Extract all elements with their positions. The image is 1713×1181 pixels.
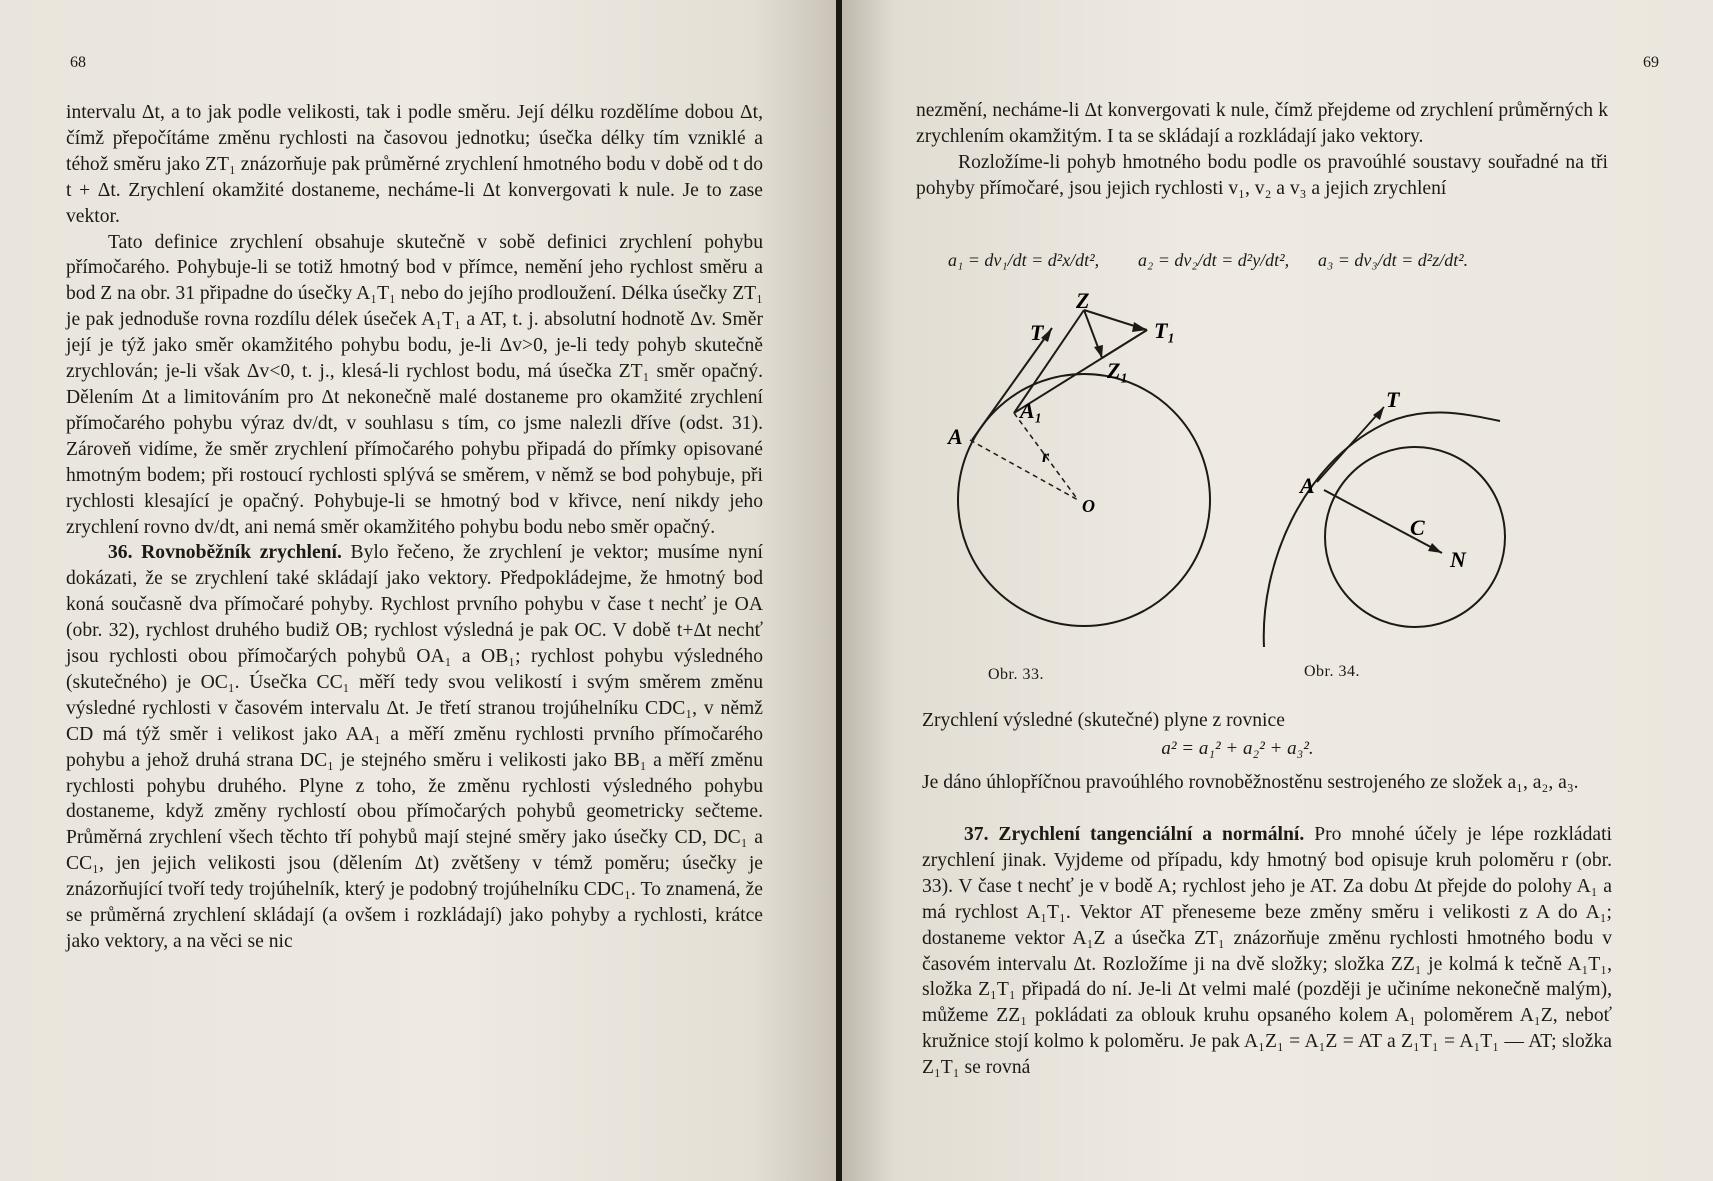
fig33-label-T: T bbox=[1030, 320, 1044, 345]
fig33-label-Z: Z bbox=[1076, 288, 1090, 313]
paragraph-2: Tato definice zrychlení obsahuje skutečně v sobě definici zrychlení pohybu přímočarého. Pohybuje-li se totiž hmotný bod v přímce, nemění jeho rychlost směru a bod Z na obr. 31 připadne do úsečky A₁T₁ nebo do jejího prodloužení. Délka úsečky ZT₁ je pak jednoduše rovna rozdílu délek úseček A₁T₁ a AT, t. j. absolutní hodnotě Δv. Směr její je týž jako směr okamžitého pohybu bodu, je-li Δv>0, je-li tedy pohyb skutečně zrychlován; je-li však Δv<0, t. j., klesá-li rychlost bodu, má úsečka ZT₁ směr opačný. Dělením Δt a limitováním pro Δt nekonečně malé dostaneme pro okamžité zrychlení přímočarého pohybu výraz dv/dt, v souhlasu s tím, co jsme nalezli dříve (odst. 31). Zároveň vidíme, že směr zrychlení přímočarého pohybu připadá do přímky opisované hmotným bodem; při rostoucí rychlosti splývá se směrem, v němž se bod pohybuje, při rychlosti klesající je opačný. Pohybuje-li se hmotný bod v křivce, není nikdy jeho zrychlení rovno dv/dt, ani nemá směr okamžitého pohybu bodu nebo směr opačný. bbox=[66, 231, 763, 538]
figure-34-diagram bbox=[1242, 385, 1512, 670]
figure-34-caption: Obr. 34. bbox=[1304, 663, 1360, 680]
fig34-label-T: T bbox=[1386, 387, 1400, 412]
fig34-label-N: N bbox=[1450, 547, 1466, 572]
fig33-vector-Z1T1 bbox=[1102, 330, 1147, 358]
fig34-tangent bbox=[1317, 407, 1384, 482]
right-page-top-text bbox=[916, 98, 1608, 202]
section-36-heading: 36. Rovnoběžník zrychlení. bbox=[108, 542, 342, 564]
fig33-label-r: r bbox=[1042, 446, 1050, 466]
fig33-radius-A bbox=[970, 440, 1078, 500]
section-37-heading: 37. Zrychlení tangenciální a normální. bbox=[964, 824, 1305, 845]
fig34-label-A: A bbox=[1300, 473, 1315, 498]
section-36-body: Bylo řečeno, že zrychlení je vektor; musíme nyní dokázati, že se zrychlení také skládají jako vektory. Předpokládejme, že hmotný bod koná současně dva přímočaré pohyby. Rychlost prvního pohybu v čase t nechť je OA (obr. 32), rychlost druhého budiž OB; rychlost výsledná je pak OC. V době t+Δt nechť jsou rychlosti obou přímočarých pohybů OA₁ a OB₁; rychlost pohybu výsledného (skutečného) je OC₁. Úsečka CC₁ měří tedy svou velikostí i svým směrem změnu výsledné rychlosti v časovém intervalu Δt. Je třetí stranou trojúhelníku CDC₁, v němž CD má týž směr i velikost jako AA₁ a měří změnu rychlosti prvního přímočarého pohybu a jehož druhá strana DC₁ je stejného směru i velikosti jako BB₁ a měří změnu rychlosti pohybu druhého. Plyne z toho, že změnu rychlosti výsledného pohybu dostaneme, když změny rychlostí obou přímočarých pohybů geometricky sečteme. Průměrná zrychlení všech těchto tří pohybů mají stejné směry jako úsečky CD, DC₁ a CC₁, jen jejich velikosti jsou (dělením Δt) zvětšeny v témž poměru; úsečky je znázorňující tvoří tedy trojúhelník, který je podobný trojúhelníku CDC₁. To znamená, že se průměrná zrychlení skládají (a ovšem i rozkládají) jako pohyby a rychlosti, krátce jako vektory, a na věci se nic bbox=[66, 542, 764, 952]
paragraph-diagonal: Je dáno úhlopříčnou pravoúhlého rovnoběžnostěnu sestrojeného ze složek a₁, a₂, a₃. bbox=[922, 772, 1579, 793]
section-37 bbox=[922, 822, 1612, 1081]
result-line: Zrychlení výsledné (skutečné) plyne z rovnice bbox=[922, 710, 1285, 731]
equation-a3: a₃ = dv₃/dt = d²z/dt². bbox=[1318, 250, 1469, 270]
equation-a1: a₁ = dv₁/dt = d²x/dt², bbox=[948, 250, 1100, 270]
equation-total-acceleration: a² = a₁² + a₂² + a₃². bbox=[1161, 738, 1314, 759]
fig33-label-A1: A₁ bbox=[1020, 398, 1043, 423]
fig33-label-O: O bbox=[1082, 496, 1095, 516]
left-page-text bbox=[66, 100, 763, 955]
right-page bbox=[842, 0, 1713, 1181]
fig33-label-A: A bbox=[948, 424, 963, 449]
figure-33-diagram bbox=[902, 288, 1202, 670]
paragraph-continued: nezmění, necháme-li Δt konvergovati k nule, čímž přejdeme od zrychlení průměrných k zrychlením okamžitým. I ta se skládají a rozkládají jako vektory. bbox=[916, 100, 1608, 147]
paragraph-components: Rozložíme-li pohyb hmotného bodu podle os pravoúhlé soustavy souřadné na tři pohyby přímočaré, jsou jejich rychlosti v₁, v₂ a v₃ a jejich zrychlení bbox=[916, 151, 1608, 199]
left-page bbox=[0, 0, 836, 1181]
section-37-body: Pro mnohé účely je lépe rozkládati zrychlení jinak. Vyjdeme od případu, kdy hmotný bod opisuje kruh poloměru r (obr. 33). V čase t nechť je v bodě A; rychlost jeho je AT. Za dobu Δt přejde do polohy A₁ a má rychlost A₁T₁. Vektor AT přeneseme beze změny směru i velikosti z A do A₁; dostaneme vektor A₁Z a úsečka ZT₁ znázorňuje změnu rychlosti hmotného bodu v časovém intervalu Δt. Rozložíme ji na dvě složky; složka ZZ₁ je kolmá k tečně A₁T₁, složka Z₁T₁ připadá do ní. Je-li Δt velmi malé (později je učiníme nekonečně malým), můžeme ZZ₁ pokládati za oblouk kruhu opsaného kolem A₁ poloměrem A₁Z, neboť kružnice stojí kolmo k poloměru. Je pak A₁Z₁ = A₁Z = AT a Z₁T₁ = A₁T₁ — AT; složka Z₁T₁ se rovná bbox=[922, 824, 1612, 1079]
paragraph-1: intervalu Δt, a to jak podle velikosti, tak i podle směru. Její délku rozdělíme dobou Δt, čímž přepočítáme změnu rychlosti na časovou jednotku; úsečka délky tím vzniklé a téhož směru jako ZT₁ znázorňuje pak průměrné zrychlení hmotného bodu v době od t do t + Δt. Zrychlení okamžité dostaneme, necháme-li Δt konvergovati k nule. Je to zase vektor. bbox=[66, 102, 763, 227]
page-number-right: 69 bbox=[1643, 54, 1659, 71]
section-36 bbox=[66, 540, 763, 955]
fig33-label-Z1: Z₁ bbox=[1107, 358, 1129, 383]
page-number-left: 68 bbox=[70, 54, 86, 71]
equation-a2: a₂ = dv₂/dt = d²y/dt², bbox=[1138, 250, 1290, 270]
fig34-label-C: C bbox=[1410, 515, 1425, 540]
fig33-label-T1: T₁ bbox=[1154, 318, 1176, 343]
figure-33-caption: Obr. 33. bbox=[988, 666, 1044, 683]
